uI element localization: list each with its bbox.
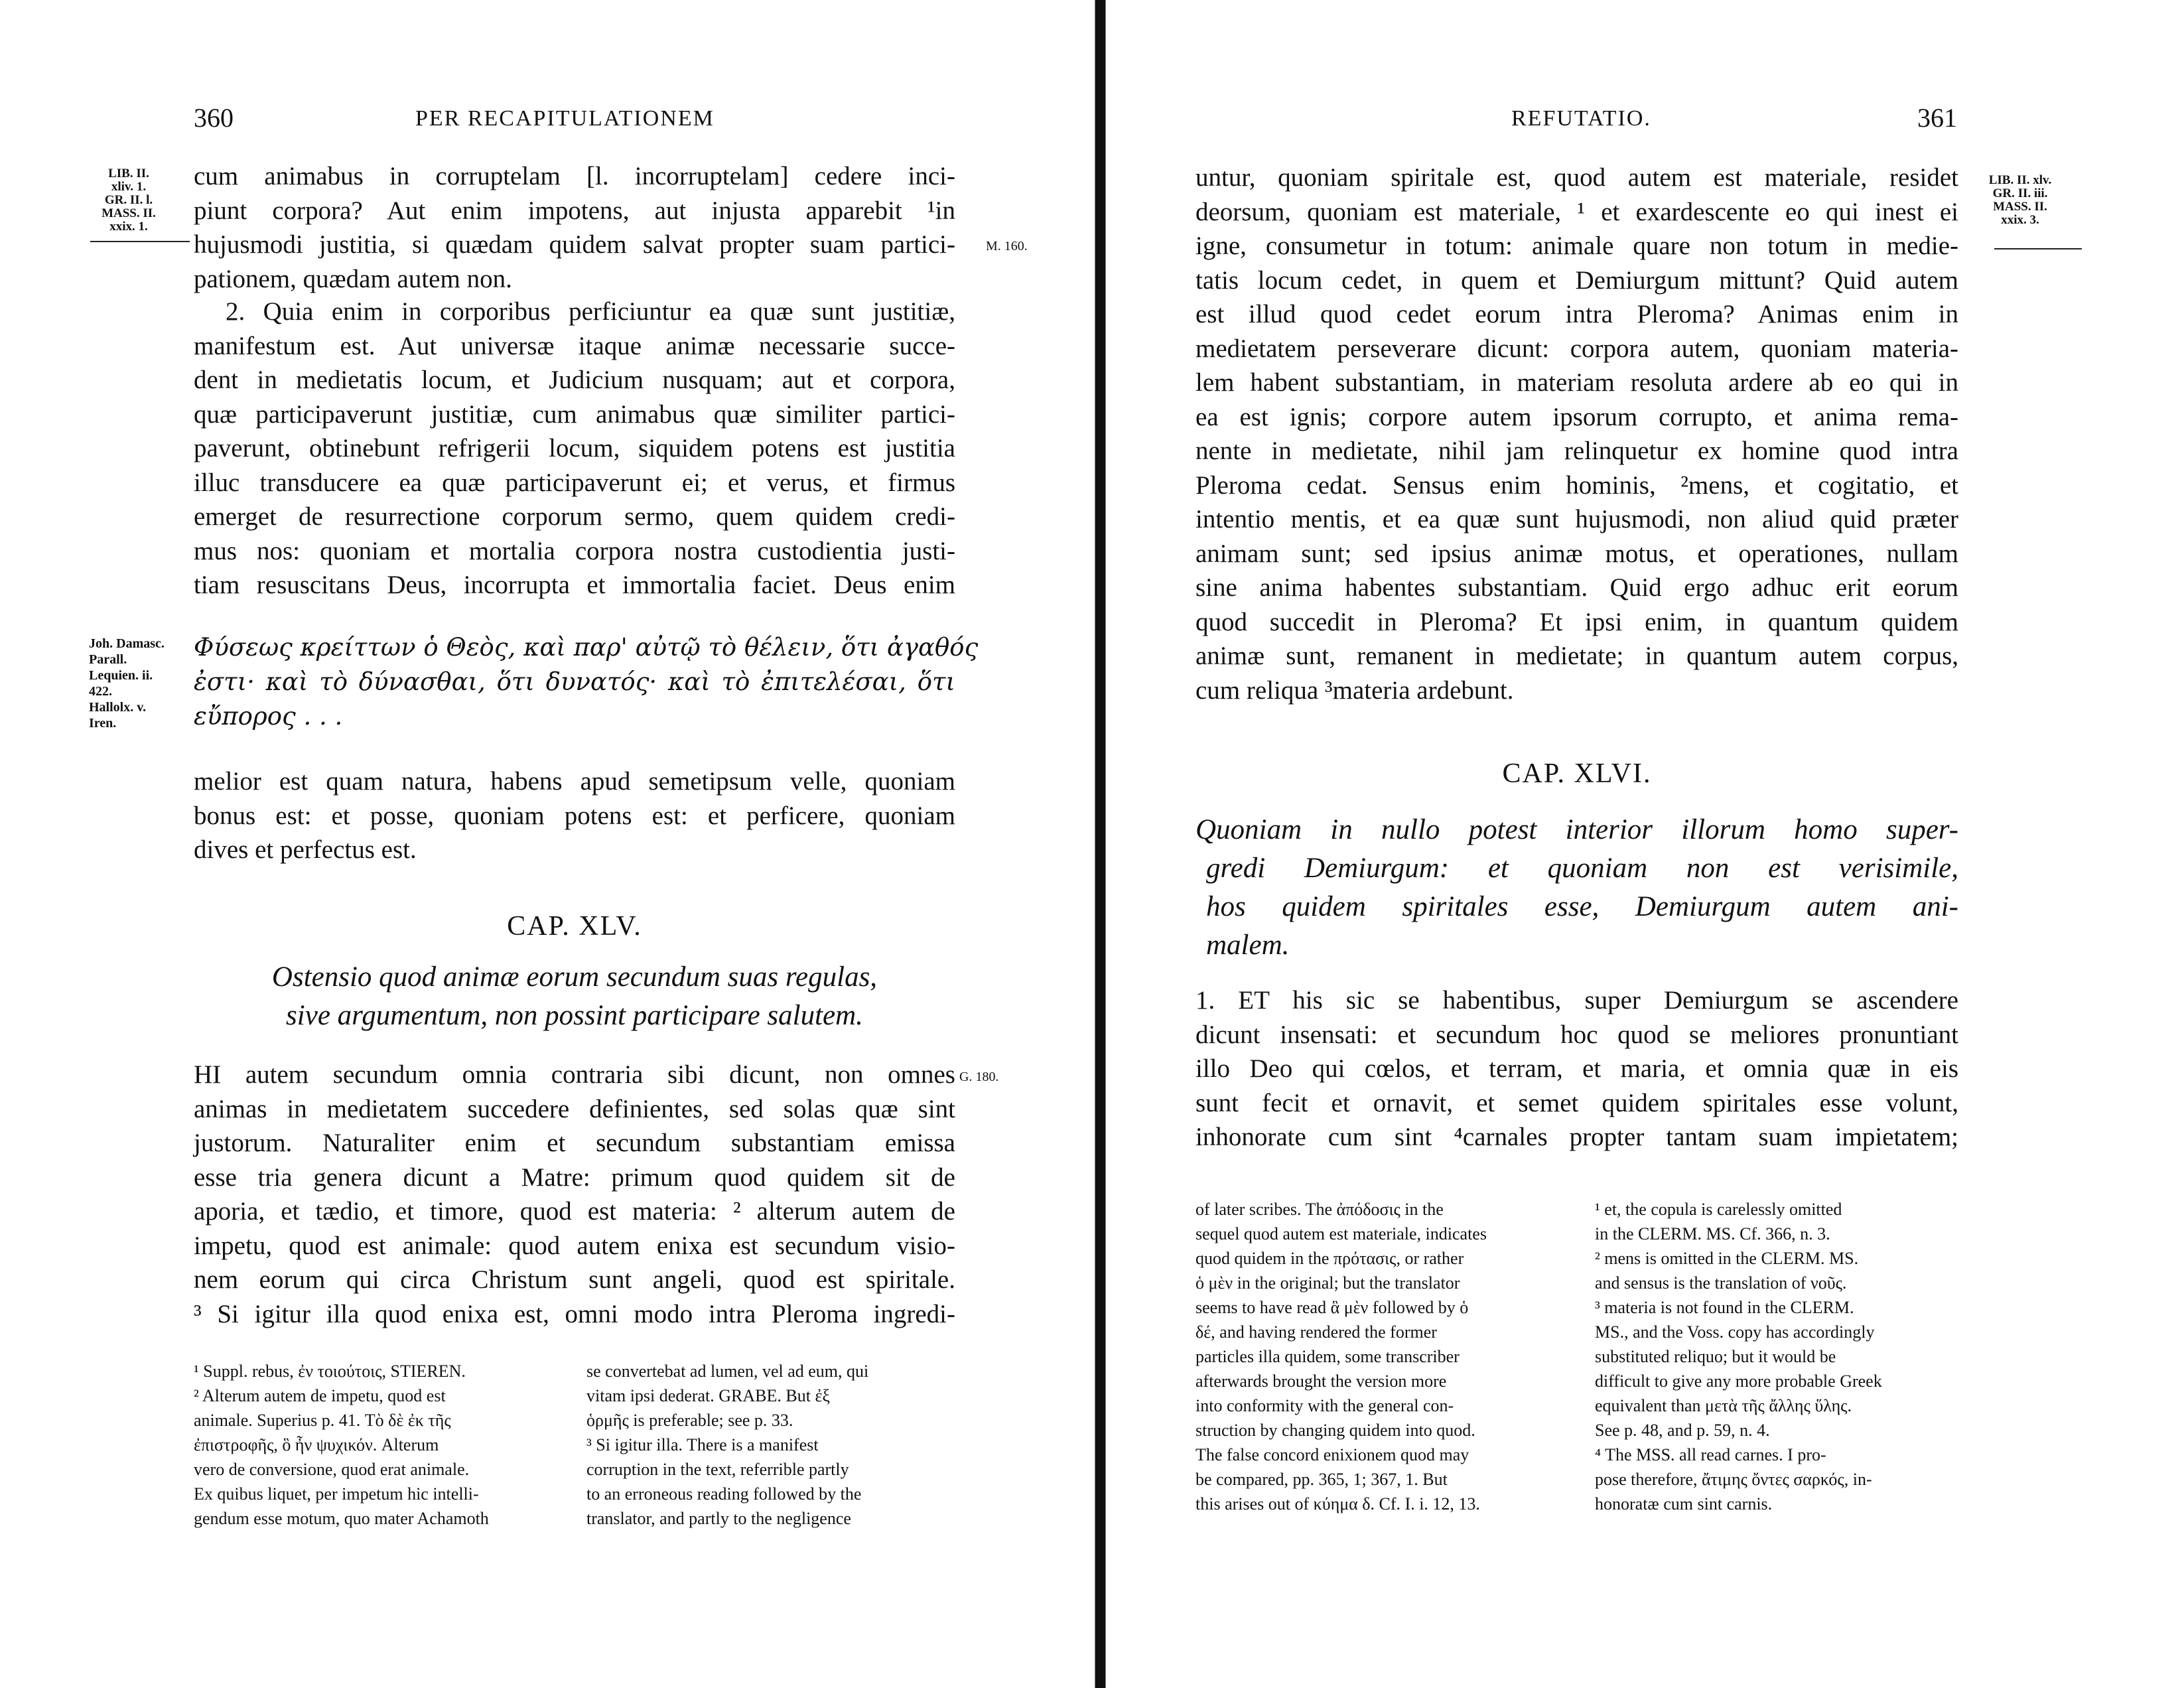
running-head: PER RECAPITULATIONEM: [415, 106, 715, 131]
footnotes-column: of later scribes. The ἀπόδοσις in the sequel quod autem est materiale, indicates quod quidem in the πρότασις, or rather ὁ μὲν in the original; but the translator seems to have read ἃ μὲν followed by ὁ δέ, and having rendered the former particles illa quidem, some transcriber afterwards brought the version more into conformity with the general con- struction by changing quidem into quod. The false concord enixionem quod may be compared, pp. 365, 1; 367, 1. But this arises out of κύημα δ. Cf. I. i. 12, 13.: [1195, 1200, 1487, 1513]
running-head: REFUTATIO.: [1511, 106, 1651, 131]
text-line: pationem, quædam autem non.: [194, 264, 512, 293]
text-line: paverunt, obtinebunt refrigerii locum, siquidem potens est justitia: [194, 434, 955, 462]
text-line: mus nos: quoniam et mortalia corpora nostra custodientia justi-: [194, 536, 955, 565]
text-line: εὔπορος . . .: [194, 702, 343, 731]
text-line: manifestum est. Aut universæ itaque animæ necessarie succe-: [194, 331, 955, 360]
margin-rule: [1994, 248, 2082, 249]
subtitle-line: hos quidem spiritales esse, Demiurgum autem ani-: [1206, 891, 1958, 922]
text-line: hujusmodi justitia, si quædam quidem salvat propter suam partici-: [194, 230, 955, 259]
text-line: intentio mentis, et ea quæ sunt hujusmodi, non aliud quid præter: [1195, 505, 1958, 533]
text-line: 2. Quia enim in corporibus perficiuntur ea quæ sunt justitiæ,: [226, 297, 955, 326]
text-line: untur, quoniam spiritale est, quod autem est materiale, residet: [1195, 163, 1958, 192]
text-line: tatis locum cedet, in quem et Demiurgum mittunt? Quid autem: [1195, 265, 1958, 295]
text-line: medietatem perseverare dicunt: corpora autem, quoniam materia-: [1195, 334, 1958, 363]
text-line: piunt corpora? Aut enim impotens, aut injusta apparebit ¹in: [194, 196, 955, 225]
chapter-heading: CAP. XLV.: [507, 911, 642, 942]
text-line: cum animabus in corruptelam [l. incorruptelam] cedere inci-: [194, 162, 955, 190]
text-line: deorsum, quoniam est materiale, ¹ et exardescente eo qui inest ei: [1195, 197, 1958, 226]
text-line: dicunt insensati: et secundum hoc quod se meliores pronuntiant: [1195, 1020, 1958, 1049]
text-line: emerget de resurrectione corporum sermo, quem quidem credi-: [194, 502, 955, 531]
text-line: aporia, et tædio, et timore, quod est materia: ² alterum autem de: [194, 1197, 955, 1226]
text-line: quod succedit in Pleroma? Et ipsi enim, in quantum quidem: [1195, 607, 1958, 636]
text-line: animæ sunt, remanent in medietate; in quantum autem corpus,: [1195, 642, 1958, 670]
text-line: dives et perfectus est.: [194, 835, 417, 864]
left-page: [0, 0, 1088, 1688]
text-line: dent in medietatis locum, et Judicium nusquam; aut et corpora,: [194, 366, 955, 394]
text-line: bonus est: et posse, quoniam potens est: et perficere, quoniam: [194, 801, 955, 830]
footnotes-column: ¹ et, the copula is carelessly omitted in the CLERM. MS. Cf. 366, n. 3. ² mens is omitted in the CLERM. MS. and sensus is the translation of νοῦς. ³ materia is not found in the CLERM. MS., and the Voss. copy has accordingly substituted reliquo; but it would be difficult to give any more probable Greek equivalent than μετὰ τῆς ἄλλης ὕλης. See p. 48, and p. 59, n. 4. ⁴ The MSS. all read carnes. I pro- pose therefore, ἄτιμης ὄντες σαρκός, in- honoratæ cum sint carnis.: [1595, 1200, 1882, 1513]
text-line: impetu, quod est animale: quod autem enixa est secundum visio-: [194, 1231, 955, 1260]
text-line: 1. ET his sic se habentibus, super Demiurgum se ascendere: [1195, 986, 1958, 1015]
text-line: animas in medietatem succedere definientes, sed solas quæ sint: [194, 1094, 955, 1123]
page-number: 361: [1917, 103, 1957, 133]
text-line: justorum. Naturaliter enim et secundum substantiam emissa: [194, 1129, 955, 1157]
text-line: HI autem secundum omnia contraria sibi dicunt, non omnes: [194, 1060, 955, 1089]
text-line: tiam resuscitans Deus, incorrupta et immortalia faciet. Deus enim: [194, 571, 955, 599]
margin-reference: Joh. Damasc. Parall. Lequien. ii. 422. Hallolx. v. Iren.: [89, 636, 165, 731]
subtitle-line: Ostensio quod animæ eorum secundum suas regulas,: [271, 961, 878, 993]
text-line: ἐστι· καὶ τὸ δύνασθαι, ὅτι δυνατός· καὶ τὸ ἐπιτελέσαι, ὅτι: [194, 668, 955, 696]
book-gutter: [1088, 0, 1109, 1688]
text-line: melior est quam natura, habens apud semetipsum velle, quoniam: [194, 767, 955, 796]
text-line: nente in medietate, nihil jam relinquetur ex homine quod intra: [1195, 437, 1958, 465]
text-line: esse tria genera dicunt a Matre: primum quod quidem sit de: [194, 1162, 955, 1192]
text-line: animam sunt; sed ipsius animæ motus, et operationes, nullam: [1195, 539, 1958, 568]
text-line: illo Deo qui cœlos, et terram, et maria, et omnia quæ in eis: [1195, 1054, 1958, 1083]
margin-note: LIB. II. xliv. 1. GR. II. l. MASS. II. xxix. 1.: [102, 167, 156, 234]
text-line: ea est ignis; corpore autem ipsorum corrupto, et anima rema-: [1195, 402, 1958, 431]
text-line: sine anima habentes substantiam. Quid ergo adhuc erit eorum: [1195, 573, 1958, 602]
footnotes-column: ¹ Suppl. rebus, ἐν τοιούτοις, STIEREN. ² Alterum autem de impetu, quod est animale. Superius p. 41. Τὸ δὲ ἐκ τῆς ἐπιστροφῆς, ὃ ἦν ψυχικόν. Alterum vero de conversione, quod erat animale. Ex quibus liquet, per impetum hic intelli- gendum esse motum, quo mater Achamoth: [194, 1362, 489, 1528]
text-line: ³ Si igitur illa quod enixa est, omni modo intra Pleroma ingredi-: [194, 1299, 955, 1328]
subtitle-line: sive argumentum, non possint participare salutem.: [286, 1000, 863, 1031]
footnotes-column: se convertebat ad lumen, vel ad eum, qui vitam ipsi dederat. GRABE. But ἐξ ὁρμῆς is preferable; see p. 33. ³ Si igitur illa. There is a manifest corruption in the text, referrible partly to an erroneous reading followed by the translator, and partly to the negligence: [586, 1362, 869, 1528]
page-number: 360: [194, 103, 234, 133]
text-line: nem eorum qui circa Christum sunt angeli, quod est spiritale.: [194, 1265, 955, 1294]
text-line: Pleroma cedat. Sensus enim hominis, ²mens, et cogitatio, et: [1195, 470, 1958, 500]
chapter-heading: CAP. XLVI.: [1502, 758, 1652, 789]
text-line: est illud quod cedet eorum intra Pleroma? Animas enim in: [1195, 300, 1958, 328]
subtitle-line: Quoniam in nullo potest interior illorum homo super-: [1195, 814, 1958, 845]
text-line: igne, consumetur in totum: animale quare non totum in medie-: [1195, 232, 1958, 260]
text-line: sunt fecit et ornavit, et semet quidem spiritales esse volunt,: [1195, 1088, 1958, 1117]
side-ref-m: M. 160.: [986, 239, 1028, 253]
side-ref-g: G. 180.: [959, 1070, 999, 1084]
text-line: inhonorate cum sint ⁴carnales propter tantam suam impietatem;: [1195, 1123, 1958, 1151]
margin-note: LIB. II. xlv. GR. II. iii. MASS. II. xxix. 3.: [1988, 173, 2052, 227]
text-line: Φύσεως κρείττων ὁ Θεὸς, καὶ παρ' αὐτῷ τὸ θέλειν, ὅτι ἀγαθός: [194, 633, 979, 662]
subtitle-line: gredi Demiurgum: et quoniam non est verisimile,: [1206, 853, 1958, 884]
right-page: [1109, 0, 2184, 1688]
subtitle-line: malem.: [1206, 930, 1290, 961]
text-line: illuc transducere ea quæ participaverunt ei; et verus, et firmus: [194, 468, 955, 497]
text-line: lem habent substantiam, in materiam resoluta ardere ab eo qui in: [1195, 368, 1958, 397]
margin-rule: [90, 241, 190, 242]
text-line: cum reliqua ³materia ardebunt.: [1195, 675, 1514, 705]
text-line: quæ participaverunt justitiæ, cum animabus quæ similiter partici-: [194, 399, 955, 429]
